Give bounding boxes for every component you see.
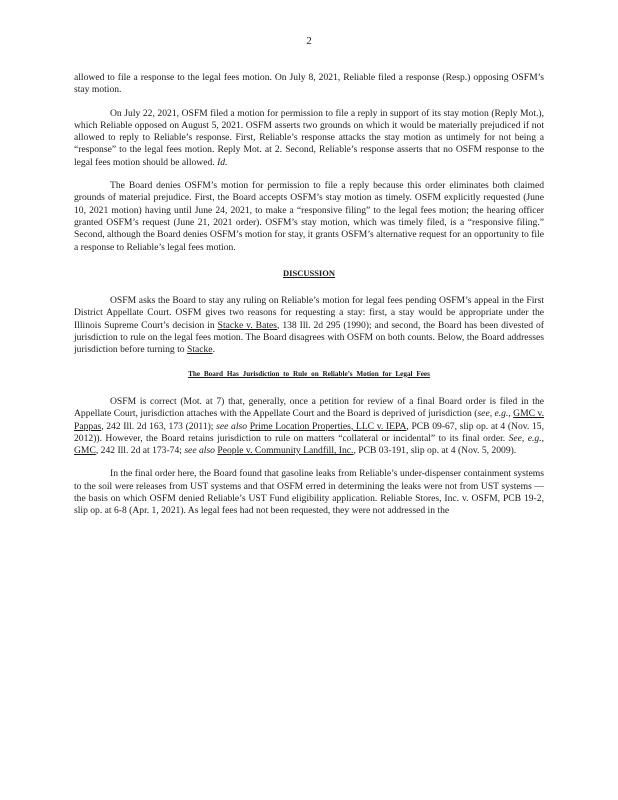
paragraph-text: On July 22, 2021, OSFM filed a motion for permission to file a reply in support of its stay motion (Reply Mot.), which Reliable opposed on August 5, 2021. OSFM asserts two grounds on which it would be materially prejudiced if not allowed to reply to Reliable’s response. First, Reliable’s response attacks the stay motion as untimely for not being a “response” to the legal fees motion. Reply Mot. at 2. Second, Reliable’s response asserts that no OSFM response to the legal fees motion should be allowed.: [74, 107, 544, 168]
signal: see, e.g.: [477, 408, 509, 420]
paragraph-text: , 242 Ill. 2d at 173-74;: [95, 445, 185, 457]
citation: Id.: [217, 156, 228, 168]
paragraph-text: , PCB 09-67, slip op. at 4 (Nov. 15, 2012)). However, the Board retains jurisdiction to rule on matters “collateral or incidental” to its final order.: [74, 420, 544, 444]
paragraph: The Board denies OSFM’s motion for permission to file a reply because this order eliminates both claimed grounds of material prejudice. First, the Board accepts OSFM’s stay motion as timely. OSFM explicitly requested (June 10, 2021 motion) having until June 24, 2021, to make a “responsive filing” to the legal fees motion; the hearing officer granted OSFM’s request (June 21, 2021 order). OSFM’s stay motion, which was timely filed, is a “responsive filing.” Second, although the Board denies OSFM’s motion for stay, it grants OSFM’s alternative request for an opportunity to file a response to Reliable’s legal fees motion.: [74, 180, 544, 253]
paragraph: In the final order here, the Board found that gasoline leaks from Reliable’s under-dispenser containment systems to the soil were releases from UST systems and that OSFM erred in determining the leaks were not from UST systems — the basis on which OSFM denied Reliable’s UST Fund eligibility application. Reliable Stores, Inc. v. OSFM, PCB 19-2, slip op. at 6-8 (Apr. 1, 2021). As legal fees had not been requested, they were not addressed in the: [74, 468, 544, 517]
signal: see also: [184, 445, 215, 457]
subsection-heading: [74, 368, 544, 380]
case-citation: GMC: [74, 445, 96, 457]
signal: see also: [216, 420, 248, 432]
punctuation: ,: [508, 408, 514, 420]
paragraph-text: .: [212, 344, 215, 356]
section-heading-text: DISCUSSION: [283, 267, 335, 278]
case-citation: People v. Community Landfill, Inc.: [217, 445, 354, 457]
punctuation: ,: [541, 432, 545, 444]
document-body: [74, 72, 544, 529]
paragraph: [74, 295, 544, 356]
case-citation: Stacke: [186, 344, 213, 356]
case-citation: Prime Location Properties, LLC v. IEPA: [249, 420, 407, 432]
signal: See, e.g.: [508, 432, 542, 444]
page-number: 2: [306, 35, 312, 47]
subsection-heading-text: The Board Has Jurisdiction to Rule on Reliable’s Motion for Legal Fees: [188, 369, 430, 378]
case-citation: GMC v. Pappas: [74, 408, 545, 432]
paragraph: [74, 396, 544, 457]
paragraph-text: OSFM asks the Board to stay any ruling on Reliable’s motion for legal fees pending OSFM’s appeal in the First District Appellate Court. OSFM gives two reasons for requesting a stay: first, a stay would be appropriate under the Illinois Supreme Court’s decision in: [74, 295, 544, 331]
paragraph: [74, 108, 544, 169]
paragraph-text: , 138 Ill. 2d 295 (1990); and second, the Board has been divested of jurisdiction to rule on the legal fees motion. The Board disagrees with OSFM on both counts. Below, the Board addresses jurisdiction before turning to: [74, 319, 544, 356]
section-heading: [74, 267, 544, 279]
paragraph: allowed to file a response to the legal fees motion. On July 8, 2021, Reliable filed a response (Resp.) opposing OSFM’s stay motion.: [74, 72, 544, 96]
paragraph-text: , 242 Ill. 2d 163, 173 (2011);: [101, 420, 217, 432]
paragraph-text: OSFM is correct (Mot. at 7) that, generally, once a petition for review of a final Board order is filed in the Appellate Court, jurisdiction attaches with the Appellate Court and the Board is deprived of jurisdiction (: [74, 395, 544, 420]
paragraph-text: , PCB 03-191, slip op. at 4 (Nov. 5, 2009).: [353, 445, 517, 457]
case-citation: Stacke v. Bates: [217, 319, 277, 331]
